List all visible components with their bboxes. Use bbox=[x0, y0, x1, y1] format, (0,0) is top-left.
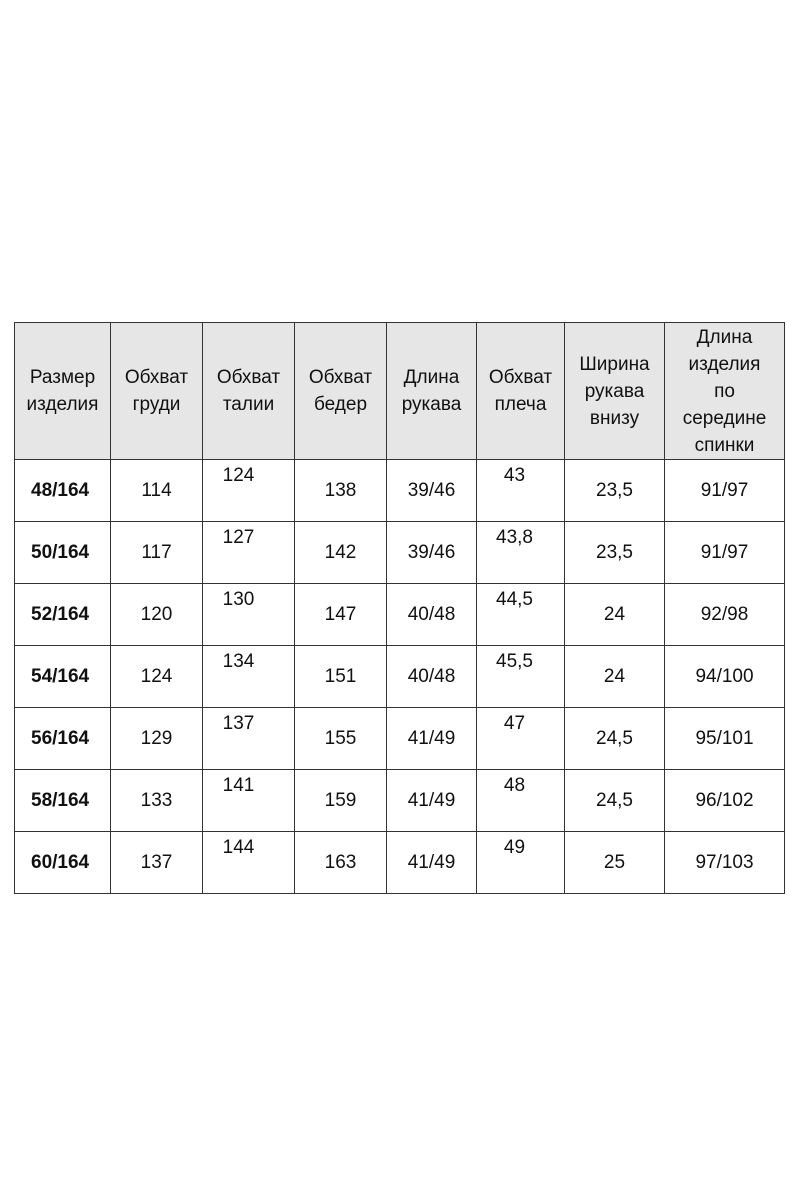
header-back-length bbox=[665, 323, 785, 460]
size-cell: 48/164 bbox=[15, 460, 111, 522]
hips-cell: 155 bbox=[295, 708, 387, 770]
sleeve-width-cell: 24 bbox=[565, 646, 665, 708]
header-size bbox=[15, 323, 111, 460]
shoulder-cell: 45,5 bbox=[477, 646, 565, 708]
header-hips-label: Обхват бедер bbox=[308, 367, 373, 415]
header-hips bbox=[295, 323, 387, 460]
back-length-cell: 95/101 bbox=[665, 708, 785, 770]
chest-cell: 124 bbox=[111, 646, 203, 708]
back-length-cell: 97/103 bbox=[665, 832, 785, 894]
hips-cell: 163 bbox=[295, 832, 387, 894]
sleeve-width-cell: 23,5 bbox=[565, 522, 665, 584]
waist-cell: 144 bbox=[203, 832, 295, 894]
header-sleeve-width bbox=[565, 323, 665, 460]
hips-cell: 142 bbox=[295, 522, 387, 584]
back-length-cell: 96/102 bbox=[665, 770, 785, 832]
table-row bbox=[15, 770, 785, 832]
waist-cell: 134 bbox=[203, 646, 295, 708]
size-cell: 58/164 bbox=[15, 770, 111, 832]
chest-cell: 137 bbox=[111, 832, 203, 894]
header-chest-label: Обхват груди bbox=[124, 367, 189, 415]
header-size-label: Размер изделия bbox=[26, 367, 99, 415]
shoulder-cell: 43 bbox=[477, 460, 565, 522]
table-row bbox=[15, 832, 785, 894]
hips-cell: 151 bbox=[295, 646, 387, 708]
header-sleeve-length bbox=[387, 323, 477, 460]
header-row bbox=[15, 323, 785, 460]
size-cell: 50/164 bbox=[15, 522, 111, 584]
sleeve-width-cell: 24 bbox=[565, 584, 665, 646]
sleeve-length-cell: 41/49 bbox=[387, 708, 477, 770]
header-chest bbox=[111, 323, 203, 460]
back-length-cell: 91/97 bbox=[665, 460, 785, 522]
size-cell: 56/164 bbox=[15, 708, 111, 770]
waist-cell: 130 bbox=[203, 584, 295, 646]
size-cell: 54/164 bbox=[15, 646, 111, 708]
sleeve-length-cell: 41/49 bbox=[387, 832, 477, 894]
table-header bbox=[15, 323, 785, 460]
sleeve-width-cell: 25 bbox=[565, 832, 665, 894]
sleeve-width-cell: 24,5 bbox=[565, 770, 665, 832]
chest-cell: 133 bbox=[111, 770, 203, 832]
header-shoulder bbox=[477, 323, 565, 460]
table-body bbox=[15, 460, 785, 894]
sleeve-width-cell: 24,5 bbox=[565, 708, 665, 770]
size-chart-table bbox=[14, 322, 785, 894]
shoulder-cell: 48 bbox=[477, 770, 565, 832]
table-row bbox=[15, 460, 785, 522]
sleeve-width-cell: 23,5 bbox=[565, 460, 665, 522]
header-sleeve-width-label: Ширина рукава внизу bbox=[579, 353, 650, 429]
waist-cell: 137 bbox=[203, 708, 295, 770]
waist-cell: 127 bbox=[203, 522, 295, 584]
back-length-cell: 91/97 bbox=[665, 522, 785, 584]
back-length-cell: 92/98 bbox=[665, 584, 785, 646]
chest-cell: 114 bbox=[111, 460, 203, 522]
table-row bbox=[15, 646, 785, 708]
size-cell: 52/164 bbox=[15, 584, 111, 646]
table-row bbox=[15, 708, 785, 770]
header-waist-label: Обхват талии bbox=[216, 367, 281, 415]
back-length-cell: 94/100 bbox=[665, 646, 785, 708]
chest-cell: 129 bbox=[111, 708, 203, 770]
header-waist bbox=[203, 323, 295, 460]
size-cell: 60/164 bbox=[15, 832, 111, 894]
sleeve-length-cell: 39/46 bbox=[387, 522, 477, 584]
sleeve-length-cell: 40/48 bbox=[387, 646, 477, 708]
table-row bbox=[15, 522, 785, 584]
waist-cell: 141 bbox=[203, 770, 295, 832]
chest-cell: 120 bbox=[111, 584, 203, 646]
header-back-length-label: Длина изделия по середине спинки bbox=[682, 326, 767, 456]
hips-cell: 159 bbox=[295, 770, 387, 832]
sleeve-length-cell: 39/46 bbox=[387, 460, 477, 522]
hips-cell: 138 bbox=[295, 460, 387, 522]
waist-cell: 124 bbox=[203, 460, 295, 522]
shoulder-cell: 44,5 bbox=[477, 584, 565, 646]
chest-cell: 117 bbox=[111, 522, 203, 584]
shoulder-cell: 43,8 bbox=[477, 522, 565, 584]
hips-cell: 147 bbox=[295, 584, 387, 646]
table-row bbox=[15, 584, 785, 646]
header-shoulder-label: Обхват плеча bbox=[488, 367, 553, 415]
sleeve-length-cell: 40/48 bbox=[387, 584, 477, 646]
header-sleeve-length-label: Длина рукава bbox=[401, 367, 462, 415]
sleeve-length-cell: 41/49 bbox=[387, 770, 477, 832]
shoulder-cell: 47 bbox=[477, 708, 565, 770]
shoulder-cell: 49 bbox=[477, 832, 565, 894]
